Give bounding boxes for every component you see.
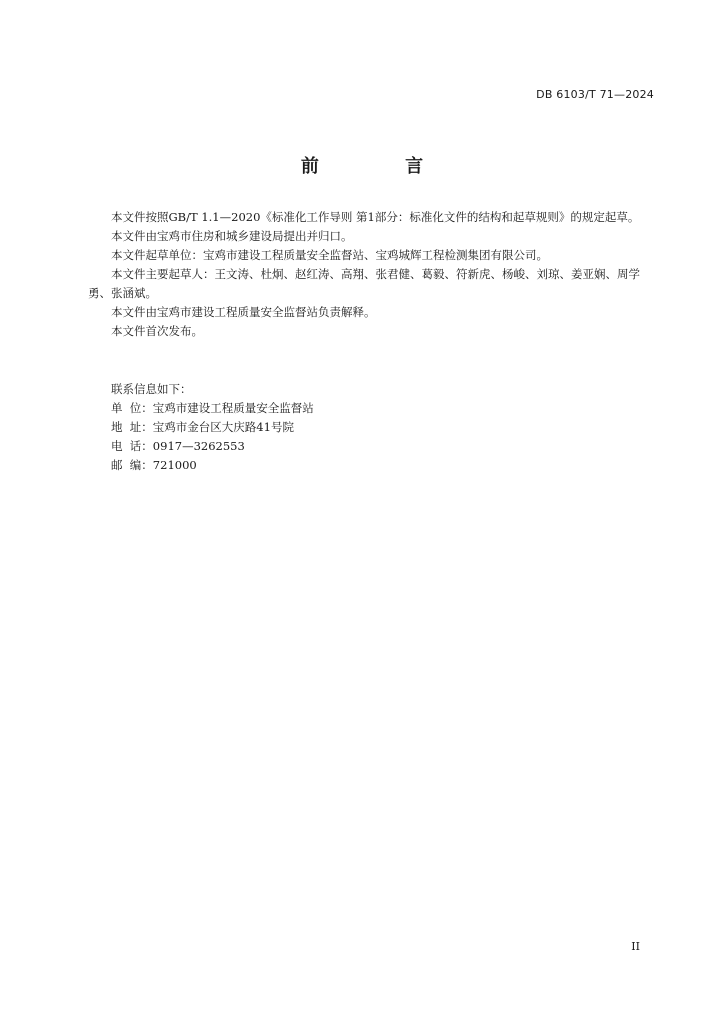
paragraph-drafting-units: 本文件起草单位：宝鸡市建设工程质量安全监督站、宝鸡城辉工程检测集团有限公司。 [111,248,548,262]
foreword-body [88,208,658,341]
page-number: II [631,940,640,953]
contact-address: 地 址：宝鸡市金台区大庆路41号院 [111,420,294,434]
standard-code: DB 6103/T 71—2024 [536,88,654,101]
paragraph-drafters: 本文件主要起草人：王文涛、杜炯、赵红涛、高翔、张君健、葛毅、符新虎、杨峻、刘琼、姜亚娴、周学勇、张涵斌。 [88,267,640,300]
paragraph-interpretation: 本文件由宝鸡市建设工程质量安全监督站负责解释。 [111,305,376,319]
contact-unit: 单 位：宝鸡市建设工程质量安全监督站 [111,401,314,415]
paragraph-proposer: 本文件由宝鸡市住房和城乡建设局提出并归口。 [111,229,353,243]
contact-postcode: 邮 编：721000 [111,458,197,472]
contact-phone: 电 话：0917—3262553 [111,439,245,453]
contact-heading: 联系信息如下： [111,382,192,396]
paragraph-drafting-rules: 本文件按照GB/T 1.1—2020《标准化工作导则 第1部分：标准化文件的结构和起草规则》的规定起草。 [111,210,640,224]
contact-info [111,380,314,475]
paragraph-first-release: 本文件首次发布。 [111,324,203,338]
page-title: 前 言 [300,156,464,177]
